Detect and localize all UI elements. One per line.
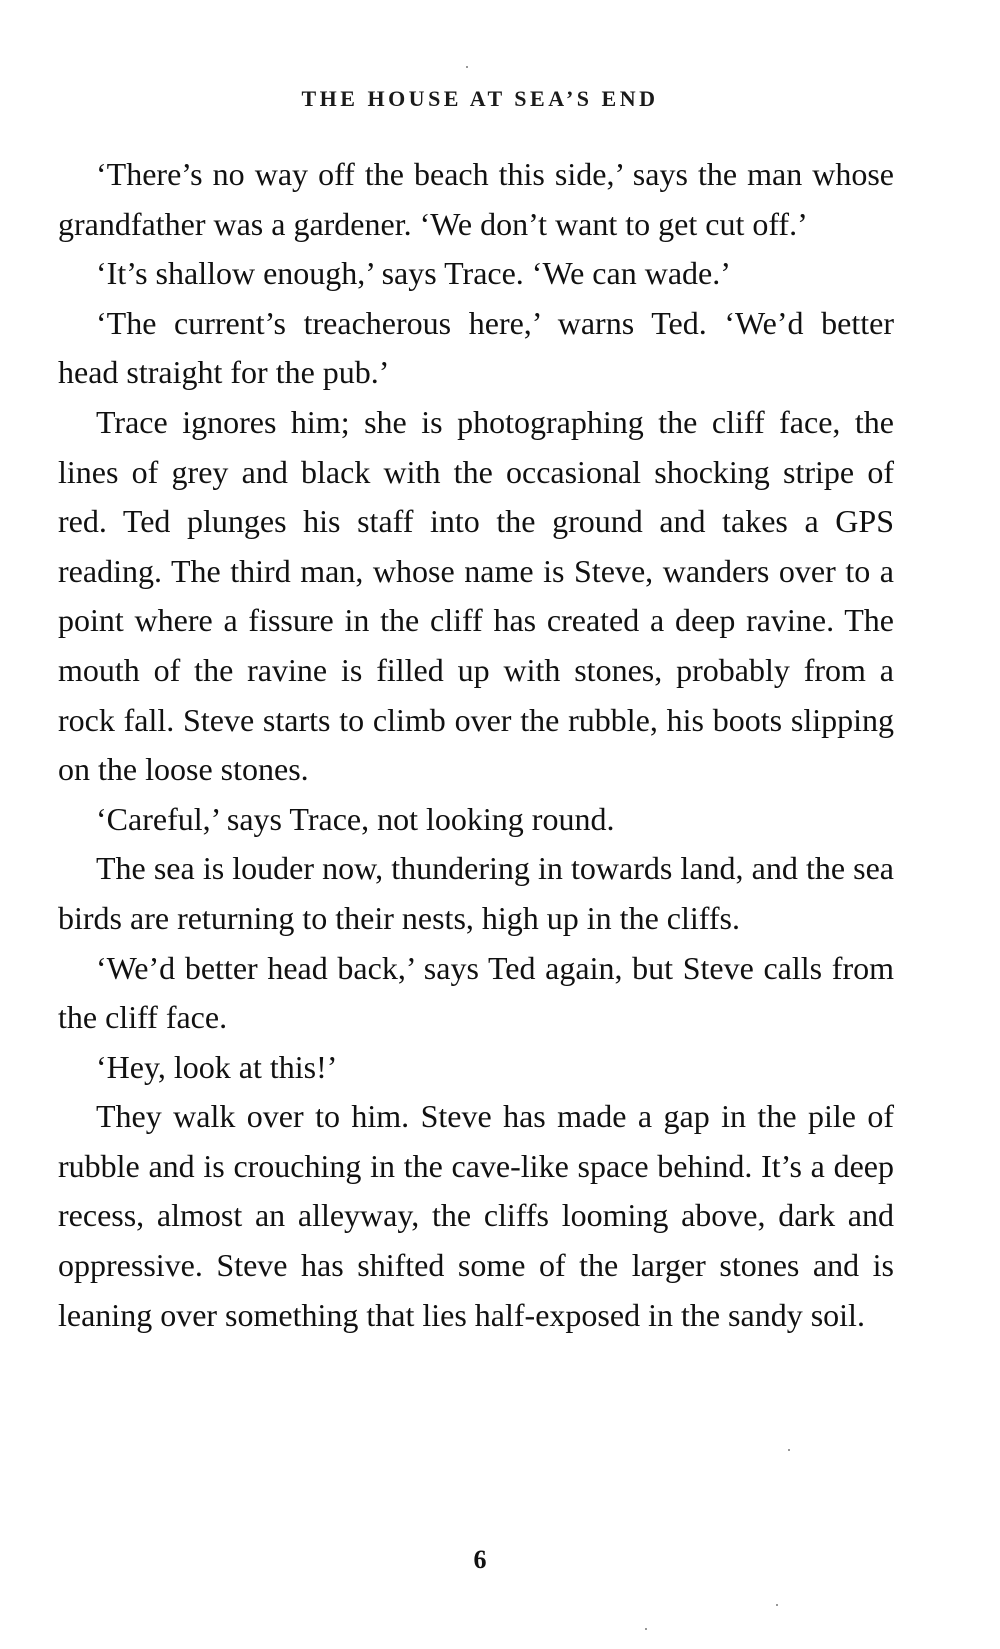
- scan-speck: [776, 1604, 778, 1606]
- paragraph: ‘Careful,’ says Trace, not looking round.: [96, 800, 615, 837]
- paragraph: ‘It’s shallow enough,’ says Trace. ‘We can wade.’: [96, 255, 731, 292]
- paragraph: The sea is louder now, thundering in towards land, and the sea birds are returning to their nests, high up in the cliffs.: [58, 850, 894, 936]
- paragraph: They walk over to him. Steve has made a gap in the pile of rubble and is crouching in the cave-like space behind. It’s a deep recess, almost an alleyway, the cliffs looming above, dark and oppressive. Steve has shifted some of the larger stones and is leaning over something that lies half-exposed in the sandy soil.: [58, 1098, 894, 1333]
- scan-speck: [788, 1449, 790, 1451]
- body-text: [58, 150, 894, 1340]
- paragraph: ‘There’s no way off the beach this side,’ says the man whose grandfather was a gardener. ‘We don’t want to get cut off.’: [58, 156, 894, 242]
- scan-speck: [645, 1628, 647, 1630]
- paragraph: ‘Hey, look at this!’: [96, 1048, 338, 1085]
- paragraph: ‘The current’s treacherous here,’ warns Ted. ‘We’d better head straight for the pub.’: [58, 304, 894, 391]
- scan-speck: [466, 66, 468, 68]
- paragraph: Trace ignores him; she is photographing the cliff face, the lines of grey and black with the occasional shocking stripe of red. Ted plunges his staff into the ground and takes a GPS reading. The third man, whose name is Steve, wanders over to a point where a fissure in the cliff has created a deep ravine. The mouth of the ravine is filled up with stones, probably from a rock fall. Steve starts to climb over the rubble, his boots slipping on the loose stones.: [58, 403, 894, 788]
- page-number: 6: [473, 1545, 487, 1574]
- running-head-title: THE HOUSE AT SEA’S END: [301, 86, 659, 111]
- paragraph: ‘We’d better head back,’ says Ted again, but Steve calls from the cliff face.: [58, 949, 894, 1036]
